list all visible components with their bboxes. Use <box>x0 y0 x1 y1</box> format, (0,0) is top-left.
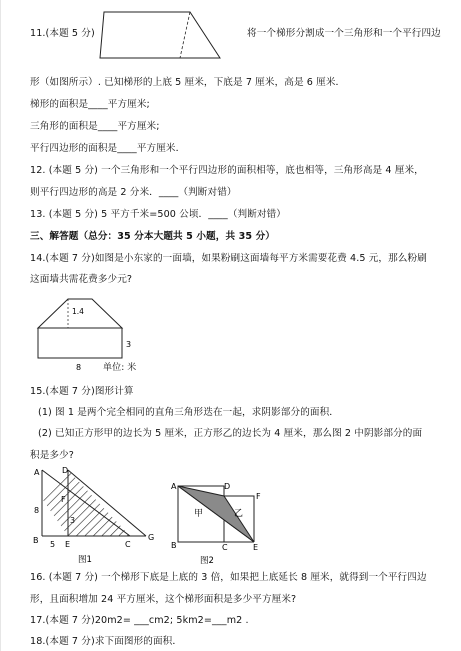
q15-title: 15.(本题 7 分)图形计算 <box>30 386 134 397</box>
q15-figure-1 <box>28 465 164 565</box>
q18-line1: 18.(本题 7 分)求下面图形的面积． <box>30 636 183 647</box>
fig2-label-yi: 乙 <box>234 509 244 519</box>
fig1-label-A: A <box>34 468 40 477</box>
fig1-label-G: G <box>148 533 155 542</box>
q14-side-label: 3 <box>126 340 132 349</box>
fig2-caption: 图2 <box>200 556 214 566</box>
q12-line2: 则平行四边形的高是 2 分米．____（判断对错） <box>30 187 237 198</box>
fig1-caption: 图1 <box>78 555 92 565</box>
fig2-label-D: D <box>224 482 231 491</box>
fig1-label-E: E <box>65 540 71 549</box>
q13-line1: 13. (本题 5 分) 5 平方千米=500 公顷．____（判断对错） <box>30 209 286 220</box>
q11-line2: 形（如图所示）. 已知梯形的上底 5 厘米，下底是 7 厘米，高是 6 厘米． <box>30 77 346 88</box>
fig1-label-C: C <box>125 540 131 549</box>
q11-answer-triangle: 三角形的面积是____平方厘米; <box>30 121 160 132</box>
q11-tail: 将一个梯形分割成一个三角形和一个平行四边 <box>247 28 441 39</box>
q16-line2: 形，且面积增加 24 平方厘米，这个梯形面积是多少平方厘米? <box>30 594 297 605</box>
q16-line1: 16. (本题 7 分) 一个梯形下底是上底的 3 倍，如果把上底延长 8 厘米，就得到一个平行四边 <box>30 572 427 583</box>
q15-figure-2 <box>168 476 272 568</box>
q14-line1: 14.(本题 7 分)如图是小东家的一面墙，如果粉刷这面墙每平方米需要花费 4.5 元，那么粉刷 <box>30 253 427 264</box>
q11-answer-parallelogram: 平行四边形的面积是____平方厘米． <box>30 143 186 154</box>
q14-base-label: 8 <box>76 363 82 372</box>
fig2-label-C: C <box>222 543 228 552</box>
q15-part2-cont: 积是多少? <box>30 450 74 461</box>
page-edge <box>0 0 1 651</box>
q12-line1: 12. (本题 5 分) 一个三角形和一个平行四边形的面积相等，底也相等，三角形高是 4 厘米， <box>30 165 424 176</box>
fig2-label-A: A <box>171 482 177 491</box>
fig2-label-F: F <box>256 492 261 501</box>
q11-prefix: 11.(本题 5 分) <box>30 28 95 39</box>
q17-line1: 17.(本题 7 分)20m2= ___cm2; 5km2=___m2 . <box>30 615 249 626</box>
q14-unit: 单位: 米 <box>103 363 137 373</box>
section-3-title: 三、解答题（总分：35 分本大题共 5 小题，共 35 分） <box>30 231 275 242</box>
fig1-label-5: 5 <box>50 540 56 549</box>
q15-part1: (1) 图 1 是两个完全相同的直角三角形迭在一起，求阴影部分的面积． <box>38 407 339 418</box>
fig1-label-8: 8 <box>34 506 40 515</box>
q14-height-label: 1.4 <box>72 307 84 316</box>
fig1-label-D: D <box>62 466 69 475</box>
fig1-label-3: 3 <box>70 516 76 525</box>
fig2-label-B: B <box>171 541 177 550</box>
q11-answer-trapezoid: 梯形的面积是____平方厘米; <box>30 99 150 110</box>
q11-trapezoid-figure <box>96 10 226 62</box>
q15-part2: (2) 已知正方形甲的边长为 5 厘米，正方形乙的边长为 4 厘米，那么图 2 中阴影部分的面 <box>38 428 423 439</box>
fig2-label-E: E <box>253 543 259 552</box>
q14-line2: 这面墙共需花费多少元? <box>30 274 133 285</box>
fig1-label-F: F <box>61 495 66 504</box>
fig1-label-B: B <box>33 536 39 545</box>
fig2-label-jia: 甲 <box>194 509 204 519</box>
